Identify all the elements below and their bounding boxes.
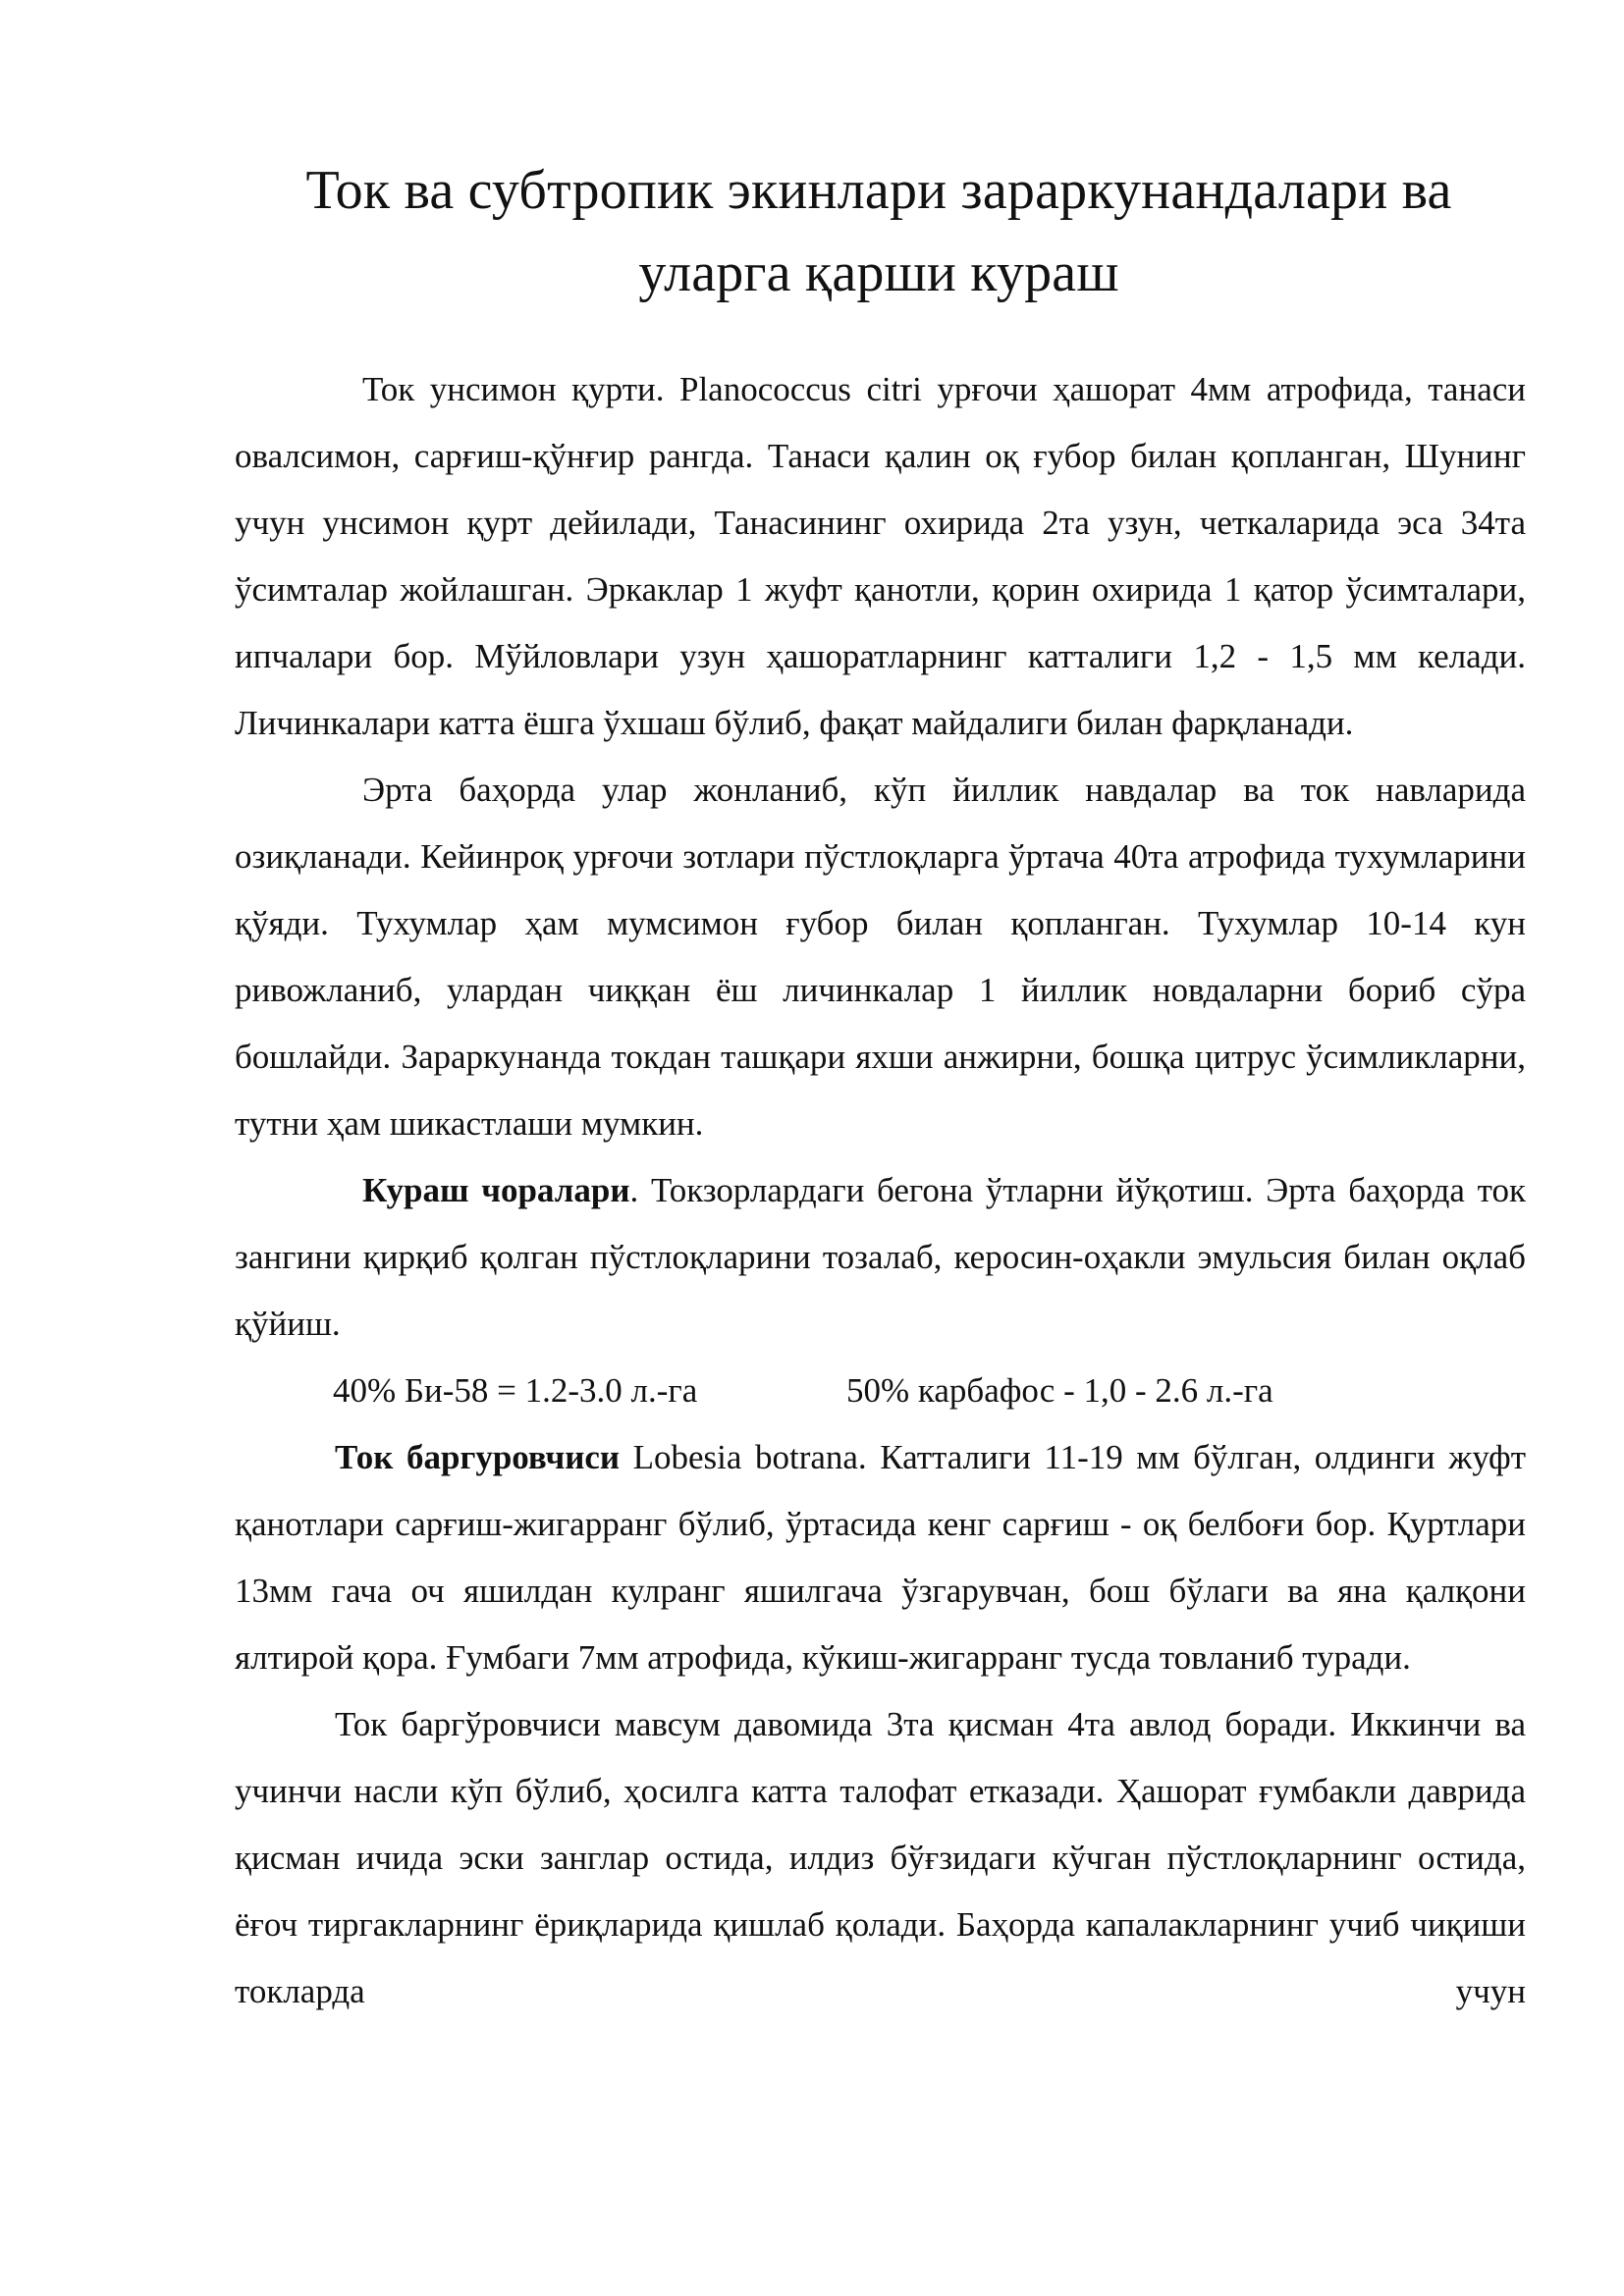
page-title	[226, 149, 1532, 314]
document-body	[235, 356, 1526, 2025]
title-line-1: Ток ва субтропик экинлари зараркунандалари ва	[305, 160, 1452, 221]
paragraph-mealybug-biology: Эрта баҳорда улар жонланиб, кўп йиллик навдалар ва ток навларида озиқланади. Кейинроқ урғочи зотлари пўстлоқларга ўртача 40та атрофида тухумларини қўяди. Тухумлар ҳам мумсимон ғубор билан қопланган. Тухумлар 10-14 кун ривожланиб, улардан чиққан ёш личинкалар 1 йиллик новдаларни бориб сўра бошлайди. Зараркунанда токдан ташқари яхши анжирни, бошқа цитрус ўсимликларни, тутни ҳам шикастлаши мумкин.	[235, 771, 1526, 1143]
title-line-2: уларга қарши кураш	[638, 242, 1119, 303]
control-measures-heading: Кураш чоралари	[362, 1171, 630, 1209]
paragraph-mealybug: Ток унсимон қурти. Planococcus citri урғочи ҳашорат 4мм атрофида, танаси овалсимон, сарғиш-қўнғир рангда. Танаси қалин оқ ғубор билан қопланган, Шунинг учун унсимон қурт дейилади, Танасининг охирида 2та узун, четкаларида эса 34та ўсимталар жойлашган. Эркаклар 1 жуфт қанотли, қорин охирида 1 қатор ўсимталари, ипчалари бор. Мўйловлари узун ҳашоратларнинг катталиги 1,2 - 1,5 мм келади. Личинкалари катта ёшга ўхшаш бўлиб, фақат майдалиги билан фарқланади.	[235, 370, 1526, 742]
paragraph-control-measures	[235, 1157, 1526, 1358]
dosage-karbofos: 50% карбафос - 1,0 - 2.6 л.-га	[846, 1371, 1273, 1410]
leaf-roller-text: Lobesia botrana. Катталиги 11-19 мм бўлган, олдинги жуфт қанотлари сарғиш-жигарранг бўлиб, ўртасида кенг сарғиш - оқ белбоғи бор. Қуртлари 13мм гача оч яшилдан кулранг яшилгача ўзгарувчан, бош бўлаги ва яна қалқони ялтирой қора. Ғумбаги 7мм атрофида, кўкиш-жигарранг тусда товланиб туради.	[235, 1438, 1526, 1677]
paragraph-leaf-roller	[235, 1424, 1526, 1691]
dosage-bi58: 40% Би-58 = 1.2-3.0 л.-га	[333, 1371, 698, 1410]
pesticide-dosage-line	[235, 1358, 1526, 1424]
paragraph-leaf-roller-biology: Ток баргўровчиси мавсум давомида 3та қисман 4та авлод боради. Иккинчи ва учинчи насли кўп бўлиб, ҳосилга катта талофат етказади. Ҳашорат ғумбакли даврида қисман ичида эски занглар остида, илдиз бўғзидаги кўчган пўстлоқларнинг остида, ёғоч тиргакларнинг ёриқларида қишлаб қолади. Баҳорда капалакларнинг учиб чиқиши токларда учун	[235, 1705, 1526, 2010]
leaf-roller-heading: Ток баргуровчиси	[335, 1438, 621, 1476]
control-measures-text: . Токзорлардаги бегона ўтларни йўқотиш. Эрта баҳорда ток зангини қирқиб қолган пўстлоқларини тозалаб, керосин-оҳакли эмульсия билан оқлаб қўйиш.	[235, 1171, 1526, 1343]
